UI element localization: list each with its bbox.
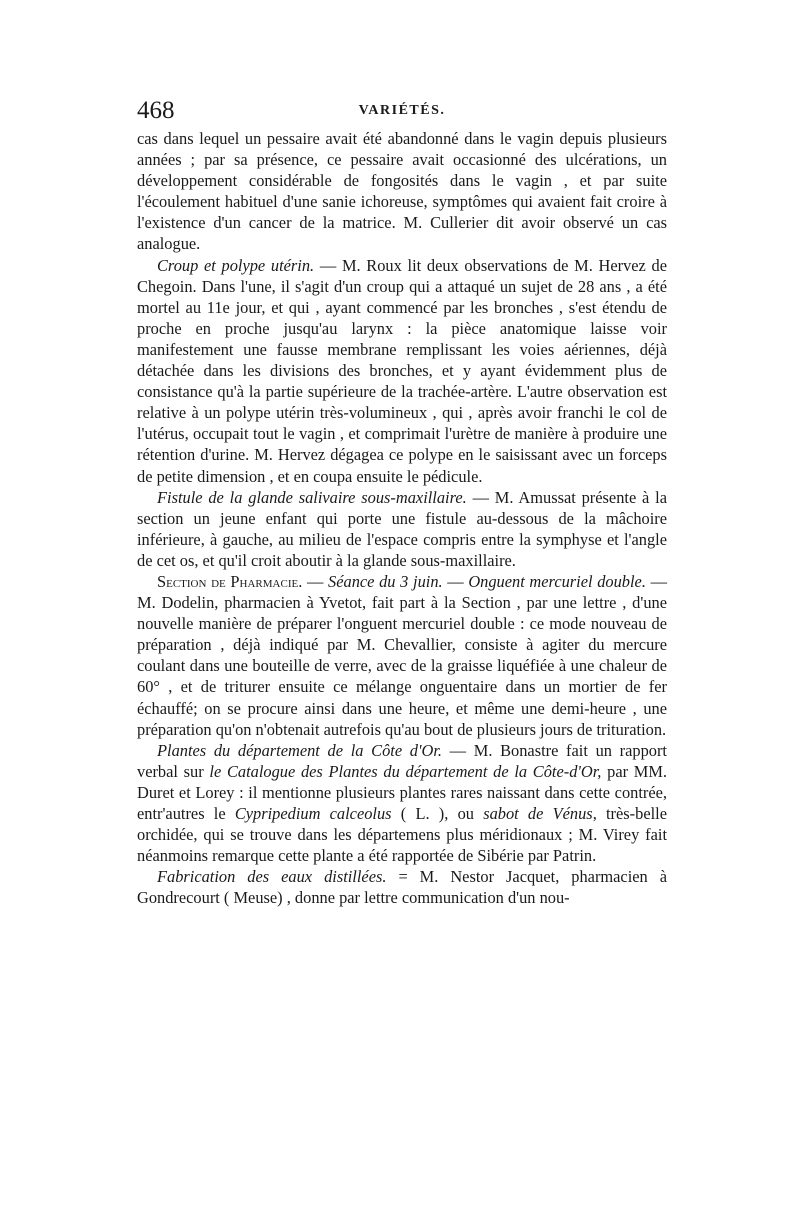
paragraph-pessaire (137, 128, 667, 255)
paragraph-pessaire-text: cas dans lequel un pessaire avait été abandonné dans le vagin depuis plusieurs années ; par sa présence, ce pessaire avait occasionné des ulcérations, un développement considérable de fongosités dans le vagin , et par suite l'écoulement habituel d'une sanie ichoreuse, symptômes qui avaient fait croire à l'existence d'un cancer de la matrice. M. Cullerier dit avoir observé un cas analogue. (137, 129, 667, 254)
paragraph-eaux (137, 866, 667, 908)
section-heading: Section de Pharmacie. (157, 571, 303, 591)
paragraph-plantes-text-2: par MM. Duret et Lorey : il mentionne plusieurs plantes rares naissant dans cette contrée, entr'autres le (137, 761, 668, 823)
heading-separator-2: — (442, 571, 469, 591)
paragraph-plantes-text-3: ( L. ), ou (391, 804, 484, 823)
paragraph-fistule-text: — M. Amussat présente à la section un jeune enfant qui porte une fistule au-dessous de la mâchoire inférieure, à gauche, au milieu de l'espace compris entre la symphyse et l'angle de cet os, et qu'il croit aboutir à la glande sous-maxillaire. (137, 487, 667, 570)
paragraph-croup-title: Croup et polype utérin. (157, 255, 315, 275)
paragraph-eaux-title: Fabrication des eaux distillées. (157, 867, 387, 887)
paragraph-onguent-text: — M. Dodelin, pharmacien à Yvetot, fait part à la Section , par une lettre , d'une nouvelle manière de préparer l'onguent mercuriel double : ce mode nouveau de préparation , déjà indiqué par M. Chevallier, consiste à agiter du mercure coulant dans une bouteille de verre, avec de la graisse liquéfiée à une chaleur de 60° , et de triturer ensuite ce mélange onguentaire dans un mortier de fer échauffé; on se procure ainsi dans une heure, et même une demi-heure , une préparation qu'on n'obtenait autrefois qu'au bout de plusieurs jours de trituration. (137, 571, 667, 739)
heading-separator-1: — (302, 571, 329, 591)
paragraph-plantes-text-4: , très-belle orchidée, qui se trouve dans les départemens plus méridionaux ; M. Virey fait néanmoins remarque cette plante a été rapportée de Sibérie par Patrin. (137, 804, 667, 866)
common-name: sabot de Vénus (483, 804, 593, 823)
paragraph-fistule (137, 487, 667, 571)
body-text (137, 128, 667, 908)
page-header (137, 96, 667, 126)
page-number: 468 (137, 97, 175, 124)
catalogue-title: le Catalogue des Plantes du département de la Côte-d'Or, (209, 761, 602, 781)
paragraph-onguent (137, 571, 667, 740)
paragraph-eaux-text: = M. Nestor Jacquet, pharmacien à Gondrecourt ( Meuse) , donne par lettre communication d'un nou- (137, 867, 667, 908)
paragraph-plantes-text-1: — M. Bonastre fait un rapport verbal sur (137, 740, 667, 781)
session-date: Séance du 3 juin. (328, 571, 443, 591)
paragraph-fistule-title: Fistule de la glande salivaire sous-maxillaire. (157, 487, 467, 507)
paragraph-croup (137, 255, 667, 487)
paragraph-plantes-title: Plantes du département de la Côte d'Or. (157, 740, 442, 760)
paragraph-croup-text: — M. Roux lit deux observations de M. Hervez de Chegoin. Dans l'une, il s'agit d'un croup qui a attaqué un sujet de 28 ans , a été mortel au 11e jour, et qui , ayant commencé par les bronches , s'est étendu de proche en proche jusqu'au larynx : la pièce anatomique laisse voir manifestement une fausse membrane remplissant les voies aériennes, déjà détachée dans les divisions des bronches, et y ayant évidemment plus de consistance qu'à la partie supérieure de la trachée-artère. L'autre observation est relative à un polype utérin très-volumineux , qui , après avoir franchi le col de l'utérus, occupait tout le vagin , et comprimait l'urètre de manière à produire une rétention d'urine. M. Hervez dégagea ce polype en le saisissant avec un forceps de petite dimension , et en coupa ensuite le pédicule. (137, 255, 667, 486)
running-head: VARIÉTÉS. (358, 103, 446, 118)
paragraph-onguent-title: Onguent mercuriel double. (468, 571, 646, 591)
paragraph-plantes (137, 740, 667, 867)
species-name: Cypripedium calceolus (234, 804, 392, 823)
